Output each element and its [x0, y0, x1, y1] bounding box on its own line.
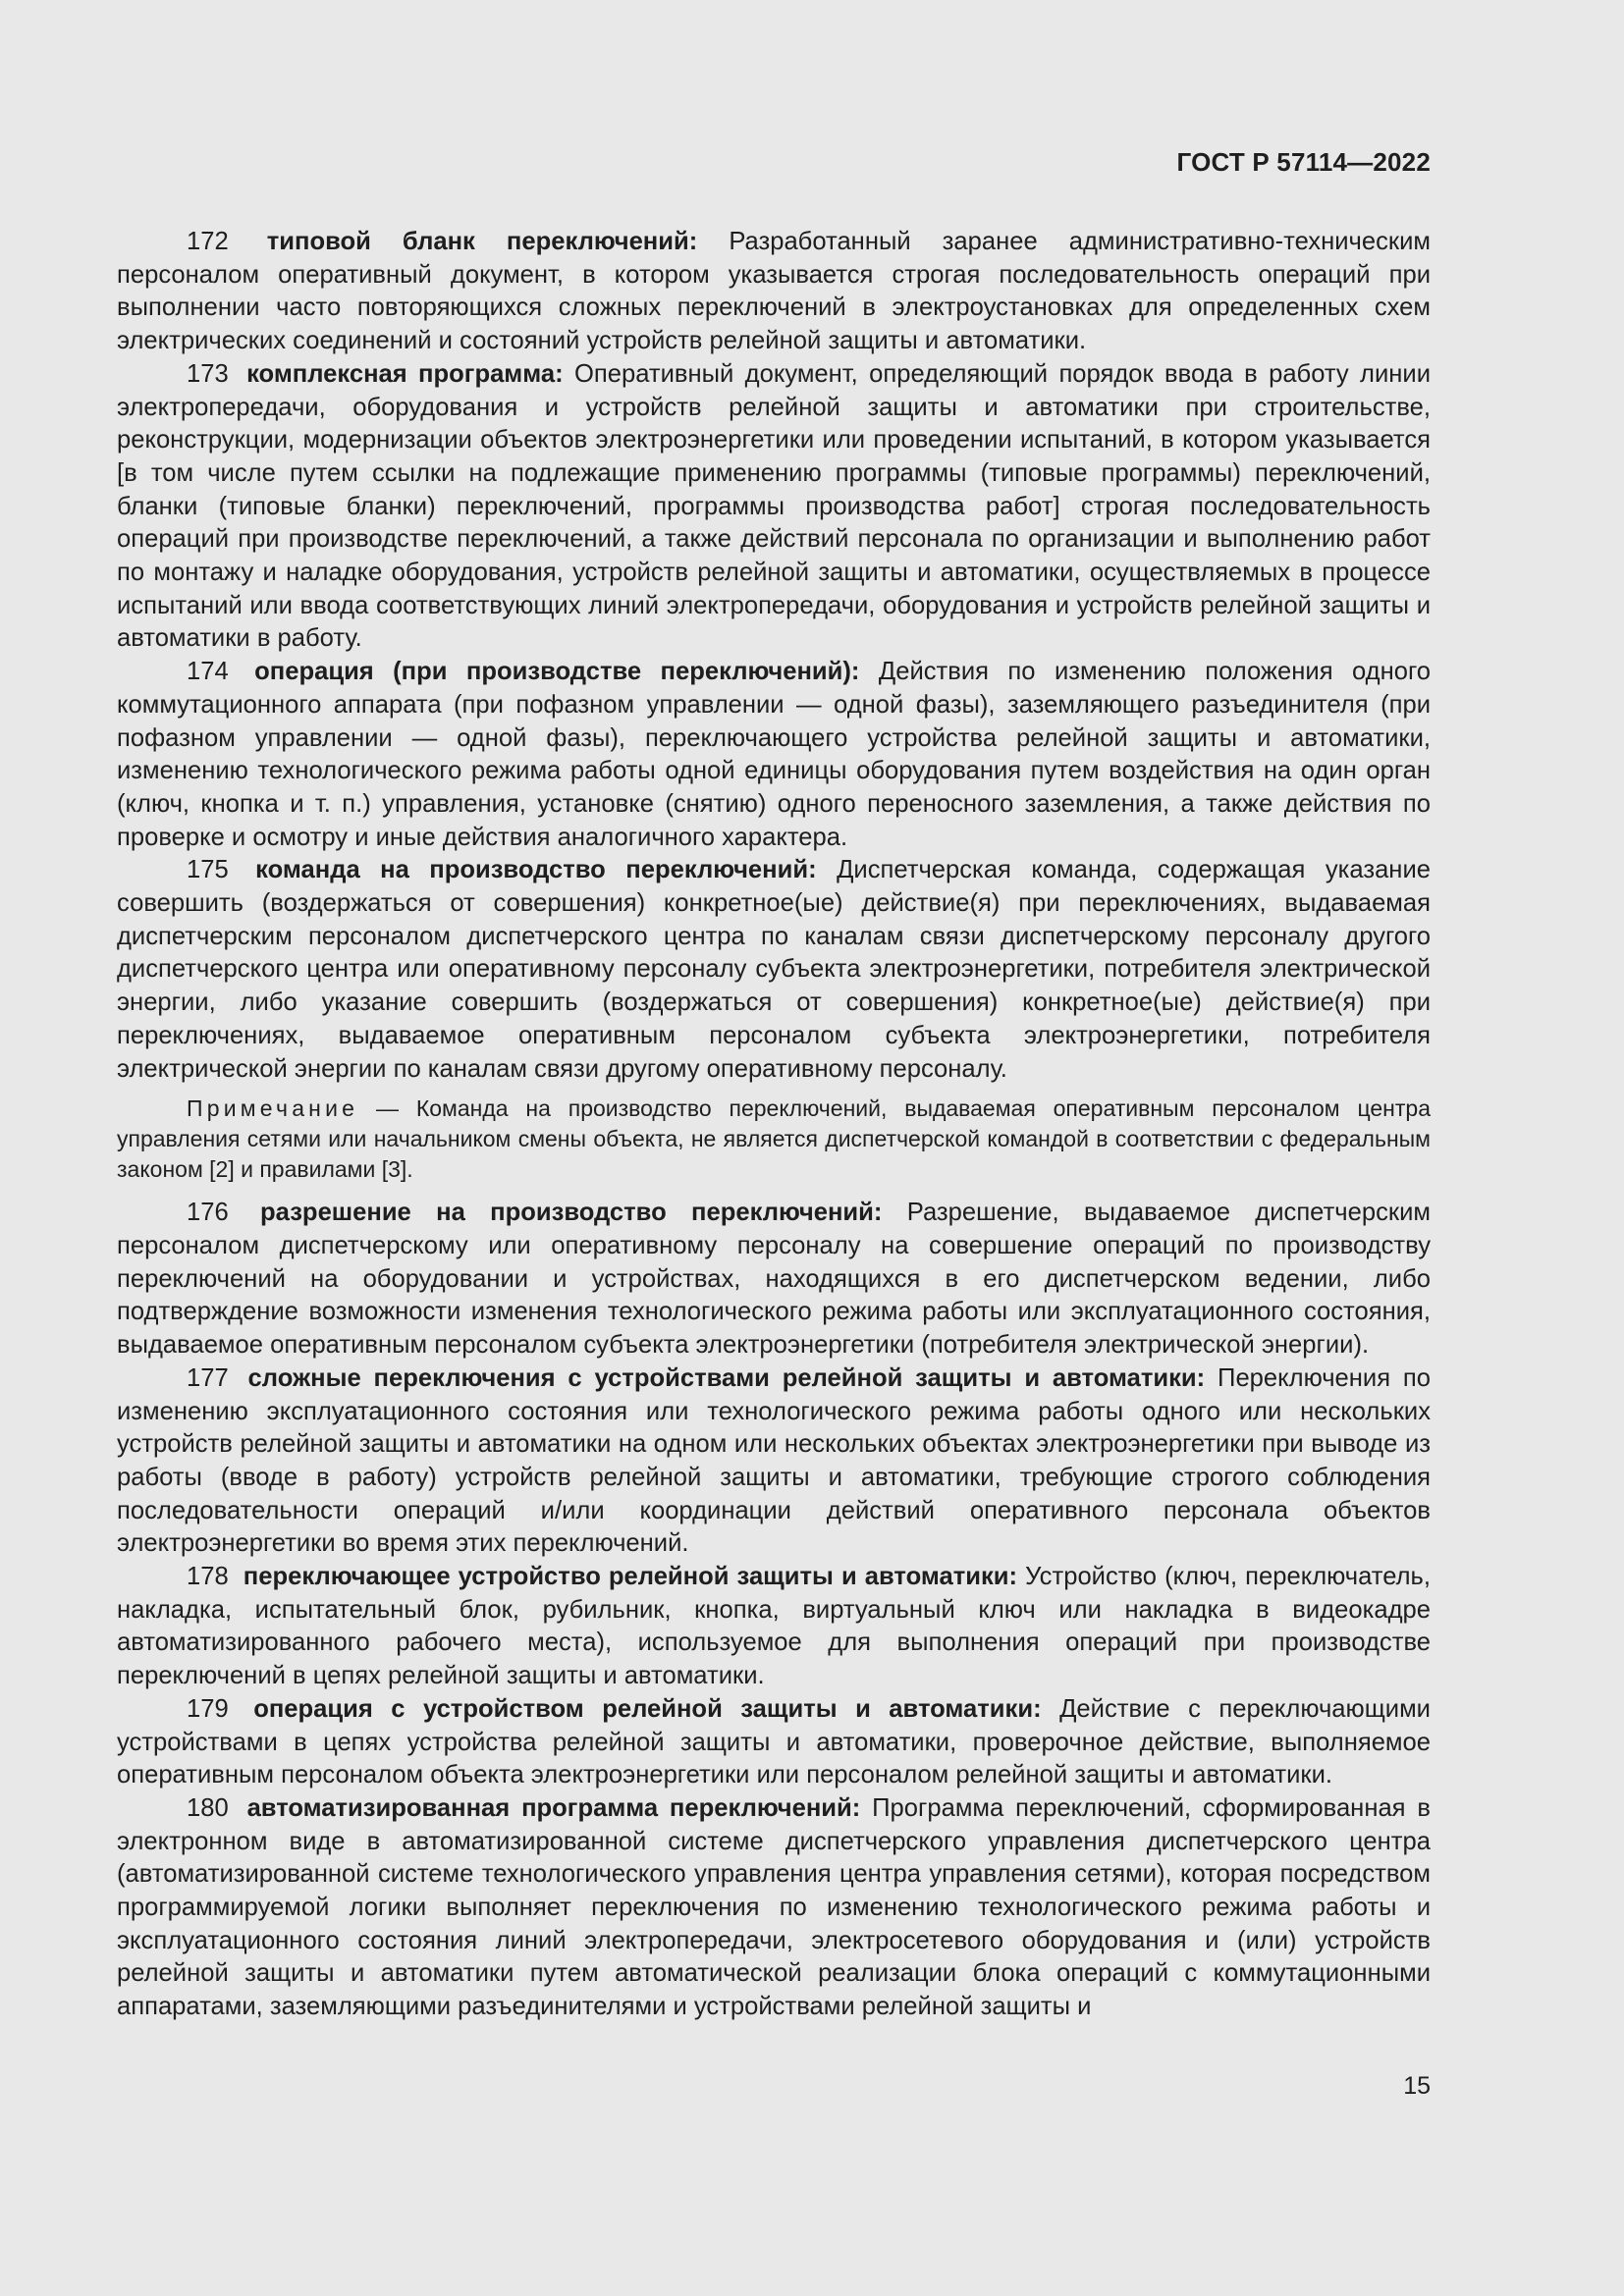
term-entry-179 [117, 1693, 1431, 1792]
term-entry-174 [117, 656, 1431, 854]
term-title: операция с устройством релейной защиты и автоматики: [253, 1694, 1042, 1723]
term-definition: Оперативный документ, определяющий порядок ввода в работу линии электропередачи, оборудования и устройств релейной защиты и автоматики при строительстве, реконструкции, модернизации объектов электроэнергетики или проведении испытаний, в котором указывается [в том числе путем ссылки на подлежащие применению программы (типовые программы) переключений, бланки (типовые бланки) переключений, программы производства работ] строгая последовательность операций при производстве переключений, а также действий персонала по организации и выполнению работ по монтажу и наладке оборудования, устройств релейной защиты и автоматики, осуществляемых в процессе испытаний или ввода соответствующих линий электропередачи, оборудования и устройств релейной защиты и автоматики в работу. [117, 359, 1431, 653]
term-number: 174 [187, 658, 229, 686]
term-title: сложные переключения с устройствами релейной защиты и автоматики: [247, 1363, 1206, 1392]
term-definition: Устройство (ключ, переключатель, накладка, испытательный блок, рубильник, кнопка, виртуальный ключ или накладка в видеокадре автоматизированного рабочего места), используемое для выполнения операций при производстве переключений в цепях релейной защиты и автоматики. [117, 1563, 1431, 1690]
term-number: 176 [187, 1199, 229, 1227]
note-paragraph [117, 1094, 1431, 1185]
page-number: 15 [1403, 2072, 1431, 2100]
term-definition: Действия по изменению положения одного коммутационного аппарата (при пофазном управлении — одной фазы), заземляющего разъединителя (при пофазном управлении — одной фазы), переключающего устройства релейной защиты и автоматики, изменению технологического режима работы одной единицы оборудования путем воздействия на один орган (ключ, кнопка и т. п.) управления, установке (снятию) одного переносного заземления, а также действия по проверке и осмотру и иные действия аналогичного характера. [117, 658, 1431, 851]
term-number: 175 [187, 856, 229, 884]
term-definition: Разработанный заранее административно-техническим персоналом оперативный документ, в котором указывается строгая последовательность операций при выполнении часто повторяющихся сложных переключений в электроустановках для определенных схем электрических соединений и состояний устройств релейной защиты и автоматики. [117, 228, 1431, 355]
term-entry-173 [117, 358, 1431, 656]
term-entry-177 [117, 1362, 1431, 1561]
term-title: комплексная программа: [246, 359, 564, 388]
term-title: команда на производство переключений: [255, 856, 817, 884]
term-definition: Программа переключений, сформированная в электронном виде в автоматизированной системе диспетчерского управления диспетчерского центра (автоматизированной системе технологического управления центра управления сетями), которая посредством программируемой логики выполняет переключения по изменению технологического режима работы и эксплуатационного состояния линий электропередачи, электросетевого оборудования и (или) устройств релейной защиты и автоматики путем автоматической реализации блока операций с коммутационными аппаратами, заземляющими разъединителями и устройствами релейной защиты и [117, 1793, 1431, 2021]
note-label: Примечание [187, 1095, 359, 1122]
term-entry-175 [117, 854, 1431, 1086]
document-body [117, 226, 1431, 2024]
note-text: — Команда на производство переключений, выдаваемая оперативным персоналом центра управления сетями или начальником смены объекта, не является диспетчерской командой в соответствии с федеральным законом [2] и правилами [3]. [117, 1095, 1431, 1183]
term-entry-172 [117, 226, 1431, 358]
term-definition: Действие с переключающими устройствами в цепях устройства релейной защиты и автоматики, проверочное действие, выполняемое оперативным персоналом объекта электроэнергетики или персоналом релейной защиты и автоматики. [117, 1694, 1431, 1789]
term-definition: Диспетчерская команда, содержащая указание совершить (воздержаться от совершения) конкретное(ые) действие(я) при переключениях, выдаваемая диспетчерским персоналом диспетчерского центра по каналам связи диспетчерскому персоналу другого диспетчерского центра или оперативному персоналу субъекта электроэнергетики, потребителя электрической энергии, либо указание совершить (воздержаться от совершения) конкретное(ые) действие(я) при переключениях, выдаваемое оперативным персоналом субъекта электроэнергетики, потребителя электрической энергии по каналам связи другому оперативному персоналу. [117, 856, 1431, 1083]
term-entry-178 [117, 1561, 1431, 1693]
term-number: 178 [187, 1563, 229, 1591]
term-number: 179 [187, 1694, 229, 1723]
term-title: автоматизированная программа переключений: [246, 1793, 861, 1822]
term-number: 180 [187, 1793, 229, 1822]
document-code: ГОСТ Р 57114—2022 [1176, 147, 1431, 177]
term-number: 173 [187, 359, 229, 388]
term-definition: Разрешение, выдаваемое диспетчерским персоналом диспетчерскому или оперативному персоналу на совершение операций по производству переключений на оборудовании и устройствах, находящихся в его диспетчерском ведении, либо подтверждение возможности изменения технологического режима работы или эксплуатационного состояния, выдаваемое оперативным персоналом субъекта электроэнергетики (потребителя электрической энергии). [117, 1199, 1431, 1360]
term-title: операция (при производстве переключений): [254, 658, 860, 686]
term-definition: Переключения по изменению эксплуатационного состояния или технологического режима работы одного или нескольких устройств релейной защиты и автоматики на одном или нескольких объектах электроэнергетики при выводе из работы (вводе в работу) устройств релейной защиты и автоматики, требующие строгого соблюдения последовательности операций и/или координации действий оперативного персонала объектов электроэнергетики во время этих переключений. [117, 1363, 1431, 1558]
term-number: 177 [187, 1363, 229, 1392]
term-title: разрешение на производство переключений: [260, 1199, 883, 1227]
term-number: 172 [187, 228, 229, 255]
term-title: типовой бланк переключений: [266, 228, 698, 255]
term-entry-180 [117, 1792, 1431, 2024]
term-entry-176 [117, 1197, 1431, 1362]
term-title: переключающее устройство релейной защиты и автоматики: [243, 1563, 1018, 1591]
